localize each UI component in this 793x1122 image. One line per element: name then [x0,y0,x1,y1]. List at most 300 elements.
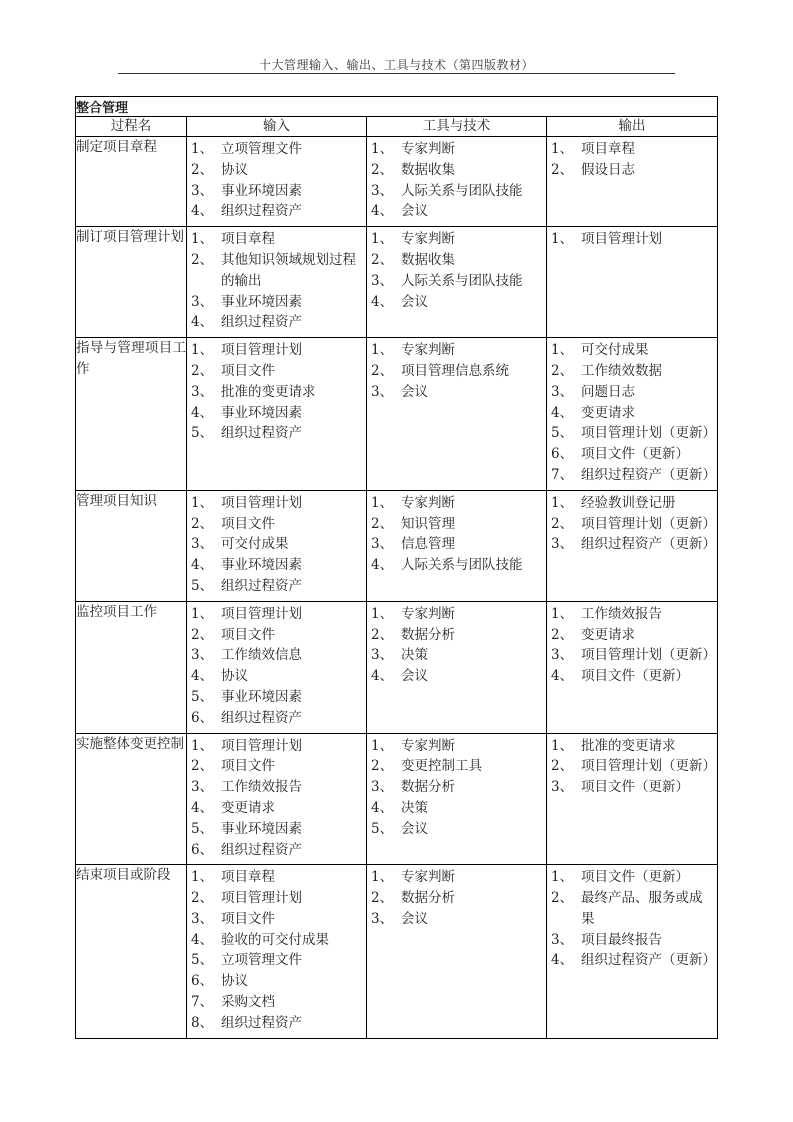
item-text: 会议 [401,668,428,685]
tools-list [367,734,546,844]
item-text: 组织过程资产（更新） [581,952,716,969]
tools-cell [367,227,547,338]
item-number: 4、 [191,931,214,948]
process-name-cell: 结束项目或阶段 [76,865,187,1038]
process-name-cell: 制定项目章程 [76,137,187,227]
list-item [191,201,364,222]
process-name-cell: 管理项目知识 [76,490,187,601]
list-item [551,534,715,555]
list-item [371,645,544,666]
list-item [371,867,544,888]
item-number: 4、 [371,203,394,220]
item-number: 8、 [191,1014,214,1031]
list-item [191,687,364,708]
list-item [371,361,544,382]
item-number: 3、 [191,779,214,796]
item-text: 变更请求 [221,799,275,816]
outputs-cell [547,490,718,601]
inputs-cell [187,137,367,227]
list-item [551,645,715,666]
list-item [371,340,544,361]
item-number: 3、 [551,647,574,664]
list-item [371,201,544,222]
item-number: 4、 [551,952,574,969]
item-text: 变更控制工具 [401,758,482,775]
column-header-outputs: 输出 [547,117,718,137]
item-number: 5、 [191,577,214,594]
outputs-cell [547,227,718,338]
item-number: 5、 [551,425,574,442]
list-item [371,798,544,819]
item-text: 事业环境因素 [221,293,302,310]
item-text: 协议 [221,668,248,685]
list-item [191,930,364,951]
item-number: 2、 [371,758,394,775]
item-text: 项目文件（更新） [581,446,689,463]
list-item [371,139,544,160]
item-number: 2、 [191,890,214,907]
list-item [551,229,715,250]
item-text: 经验教训登记册 [581,494,676,511]
list-item [371,625,544,646]
process-name-cell: 监控项目工作 [76,601,187,733]
item-number: 7、 [551,466,574,483]
item-text: 组织过程资产（更新） [581,466,716,483]
tools-cell [367,490,547,601]
item-text: 项目管理计划 [221,342,302,359]
item-number: 5、 [371,820,394,837]
list-item [551,403,715,424]
item-number: 3、 [551,536,574,553]
inputs-cell [187,227,367,338]
item-number: 2、 [191,758,214,775]
item-number: 3、 [551,779,574,796]
list-item [191,950,364,971]
item-number: 2、 [191,626,214,643]
list-item [191,250,364,292]
list-item [191,312,364,333]
item-text: 信息管理 [401,536,455,553]
table-row [76,227,718,338]
item-text: 项目管理计划 [221,605,302,622]
item-number: 5、 [191,952,214,969]
item-text: 项目文件 [221,362,275,379]
list-item [551,888,715,930]
item-number: 2、 [191,515,214,532]
item-text: 项目管理信息系统 [401,362,509,379]
table-row [76,490,718,601]
list-item [371,514,544,535]
list-item [551,361,715,382]
item-text: 专家判断 [401,605,455,622]
tools-list [367,602,546,691]
item-number: 2、 [191,251,214,268]
tools-cell [367,338,547,491]
list-item [191,666,364,687]
item-text: 知识管理 [401,515,455,532]
outputs-list [547,865,717,975]
item-number: 2、 [371,515,394,532]
tools-cell [367,601,547,733]
item-text: 人际关系与团队技能 [401,557,523,574]
item-number: 1、 [551,342,574,359]
list-item [551,930,715,951]
item-text: 变更请求 [581,626,635,643]
item-text: 专家判断 [401,494,455,511]
item-text: 项目管理计划（更新） [581,647,716,664]
item-number: 1、 [191,231,214,248]
item-text: 项目章程 [221,231,275,248]
item-text: 数据分析 [401,626,455,643]
inputs-list [187,137,366,226]
item-number: 1、 [191,141,214,157]
item-text: 项目文件 [221,910,275,927]
list-item [551,139,715,160]
item-number: 6、 [191,709,214,726]
list-item [371,181,544,202]
item-text: 协议 [221,161,248,178]
tools-list [367,491,546,580]
item-text: 决策 [401,647,428,664]
item-text: 事业环境因素 [221,557,302,574]
item-text: 会议 [401,820,428,837]
inputs-list [187,227,366,337]
item-number: 4、 [191,668,214,685]
list-item [191,777,364,798]
item-number: 2、 [371,890,394,907]
item-number: 4、 [371,668,394,685]
list-item [191,292,364,313]
list-item [371,666,544,687]
item-text: 专家判断 [401,737,455,754]
item-number: 3、 [191,910,214,927]
item-text: 问题日志 [581,383,635,400]
item-number: 4、 [551,668,574,685]
item-text: 可交付成果 [581,342,649,359]
table-row [76,601,718,733]
list-item [191,888,364,909]
item-number: 1、 [371,737,394,754]
item-text: 组织过程资产 [221,425,302,442]
item-number: 7、 [191,994,214,1011]
item-number: 3、 [191,383,214,400]
item-text: 项目管理计划 [221,494,302,511]
list-item [191,160,364,181]
section-title: 整合管理 [76,97,718,117]
item-number: 2、 [551,515,574,532]
process-name-cell: 指导与管理项目工作 [76,338,187,491]
item-number: 3、 [371,536,394,553]
item-text: 决策 [401,799,428,816]
list-item [191,645,364,666]
page-header: 十大管理输入、输出、工具与技术（第四版教材） [258,58,534,72]
item-number: 2、 [551,626,574,643]
list-item [191,1013,364,1034]
item-text: 专家判断 [401,342,455,359]
item-number: 4、 [191,799,214,816]
item-number: 2、 [371,362,394,379]
item-text: 验收的可交付成果 [221,931,329,948]
item-text: 事业环境因素 [221,404,302,421]
tools-list [367,865,546,933]
item-number: 5、 [191,425,214,442]
outputs-list [547,734,717,802]
item-text: 组织过程资产 [221,314,302,331]
item-text: 组织过程资产 [221,1014,302,1031]
item-number: 5、 [191,688,214,705]
item-number: 4、 [191,314,214,331]
item-text: 人际关系与团队技能 [401,272,523,289]
item-number: 4、 [191,404,214,421]
item-number: 3、 [551,931,574,948]
item-text: 工作绩效数据 [581,362,662,379]
list-item [191,403,364,424]
item-text: 立项管理文件 [221,141,302,157]
item-number: 1、 [371,494,394,511]
item-text: 项目文件（更新） [581,869,689,886]
list-item [191,736,364,757]
item-number: 1、 [371,342,394,359]
integration-management-table [75,96,718,1039]
list-item [371,888,544,909]
list-item [191,139,364,160]
inputs-cell [187,865,367,1038]
list-item [191,604,364,625]
outputs-cell [547,865,718,1038]
outputs-cell [547,137,718,227]
item-text: 项目管理计划（更新） [581,425,716,442]
outputs-list [547,338,717,490]
list-item [551,340,715,361]
outputs-list [547,491,717,559]
item-text: 假设日志 [581,161,635,178]
item-number: 5、 [191,820,214,837]
item-text: 项目文件（更新） [581,779,689,796]
item-number: 1、 [371,869,394,886]
inputs-list [187,338,366,448]
item-number: 1、 [371,605,394,622]
item-text: 立项管理文件 [221,952,302,969]
inputs-cell [187,490,367,601]
list-item [371,534,544,555]
item-text: 批准的变更请求 [581,737,676,754]
item-text: 协议 [221,973,248,990]
item-number: 3、 [371,272,394,289]
item-text: 数据分析 [401,779,455,796]
list-item [371,271,544,292]
item-text: 项目管理计划 [581,231,662,248]
list-item [371,250,544,271]
item-text: 会议 [401,910,428,927]
item-text: 项目文件 [221,758,275,775]
item-number: 3、 [191,293,214,310]
process-name-cell: 实施整体变更控制 [76,733,187,865]
item-number: 3、 [191,536,214,553]
inputs-list [187,734,366,865]
item-number: 1、 [371,141,394,157]
item-text: 项目管理计划（更新） [581,758,716,775]
list-item [191,361,364,382]
item-text: 组织过程资产 [221,709,302,726]
table-row [76,733,718,865]
item-text: 会议 [401,293,428,310]
item-text: 项目章程 [221,869,275,886]
item-number: 3、 [191,647,214,664]
list-item [551,444,715,465]
list-item [551,465,715,486]
list-item [371,493,544,514]
inputs-cell [187,338,367,491]
list-item [371,777,544,798]
list-item [191,819,364,840]
list-item [371,160,544,181]
outputs-cell [547,338,718,491]
list-item [191,229,364,250]
item-text: 事业环境因素 [221,820,302,837]
item-text: 数据分析 [401,890,455,907]
item-text: 会议 [401,203,428,220]
item-text: 项目文件（更新） [581,668,689,685]
item-number: 1、 [551,141,574,157]
item-number: 6、 [191,841,214,858]
tools-list [367,227,546,316]
item-number: 1、 [191,869,214,886]
list-item [191,576,364,597]
item-number: 4、 [371,557,394,574]
list-item [191,514,364,535]
list-item [191,798,364,819]
list-item [551,950,715,971]
item-number: 1、 [551,737,574,754]
item-text: 工作绩效报告 [221,779,302,796]
list-item [191,840,364,861]
item-number: 2、 [551,758,574,775]
table-row [76,865,718,1038]
item-text: 项目文件 [221,626,275,643]
list-item [371,292,544,313]
item-number: 2、 [551,890,574,907]
item-text: 其他知识领域规划过程的输出 [221,251,356,289]
item-number: 3、 [371,182,394,199]
item-text: 项目管理计划 [221,737,302,754]
item-number: 3、 [551,383,574,400]
item-number: 2、 [551,362,574,379]
column-header-tools: 工具与技术 [367,117,547,137]
item-number: 1、 [191,342,214,359]
table-row [76,338,718,491]
item-text: 采购文档 [221,994,275,1011]
list-item [551,736,715,757]
list-item [191,867,364,888]
item-number: 2、 [551,161,574,178]
inputs-cell [187,733,367,865]
item-number: 2、 [191,161,214,178]
tools-cell [367,733,547,865]
column-header-inputs: 输入 [187,117,367,137]
list-item [551,604,715,625]
item-number: 1、 [551,605,574,622]
list-item [191,534,364,555]
outputs-cell [547,733,718,865]
item-number: 3、 [371,779,394,796]
item-text: 专家判断 [401,141,455,157]
item-number: 4、 [371,293,394,310]
item-text: 数据收集 [401,161,455,178]
tools-cell [367,865,547,1038]
item-number: 1、 [191,494,214,511]
outputs-list [547,227,717,254]
item-number: 1、 [551,869,574,886]
tools-cell [367,137,547,227]
item-text: 事业环境因素 [221,688,302,705]
item-number: 2、 [371,626,394,643]
list-item [551,382,715,403]
list-item [551,756,715,777]
inputs-cell [187,601,367,733]
list-item [191,340,364,361]
item-text: 项目文件 [221,515,275,532]
item-text: 组织过程资产 [221,203,302,220]
list-item [191,992,364,1013]
inputs-list [187,491,366,601]
item-text: 可交付成果 [221,536,289,553]
item-number: 3、 [371,647,394,664]
item-text: 会议 [401,383,428,400]
item-text: 组织过程资产 [221,841,302,858]
item-text: 人际关系与团队技能 [401,182,523,199]
list-item [551,777,715,798]
list-item [191,756,364,777]
item-text: 项目管理计划（更新） [581,515,716,532]
tools-list [367,338,546,406]
list-item [371,555,544,576]
item-number: 3、 [191,182,214,199]
item-number: 1、 [191,605,214,622]
list-item [191,181,364,202]
header-divider [118,73,675,74]
list-item [191,423,364,444]
item-number: 3、 [371,910,394,927]
item-text: 专家判断 [401,869,455,886]
tools-list [367,137,546,226]
outputs-list [547,137,717,185]
item-text: 工作绩效信息 [221,647,302,664]
process-name-cell: 制订项目管理计划 [76,227,187,338]
list-item [191,971,364,992]
list-item [551,493,715,514]
list-item [191,708,364,729]
list-item [371,382,544,403]
list-item [191,382,364,403]
item-text: 专家判断 [401,231,455,248]
list-item [191,493,364,514]
item-text: 组织过程资产 [221,577,302,594]
list-item [551,867,715,888]
item-number: 1、 [371,231,394,248]
table-row [76,137,718,227]
item-number: 4、 [551,404,574,421]
item-text: 项目管理计划 [221,890,302,907]
item-number: 6、 [551,446,574,463]
item-number: 6、 [191,973,214,990]
list-item [371,756,544,777]
item-text: 项目章程 [581,141,635,157]
list-item [191,555,364,576]
item-number: 2、 [371,161,394,178]
item-number: 2、 [371,251,394,268]
item-number: 4、 [191,203,214,220]
list-item [371,909,544,930]
